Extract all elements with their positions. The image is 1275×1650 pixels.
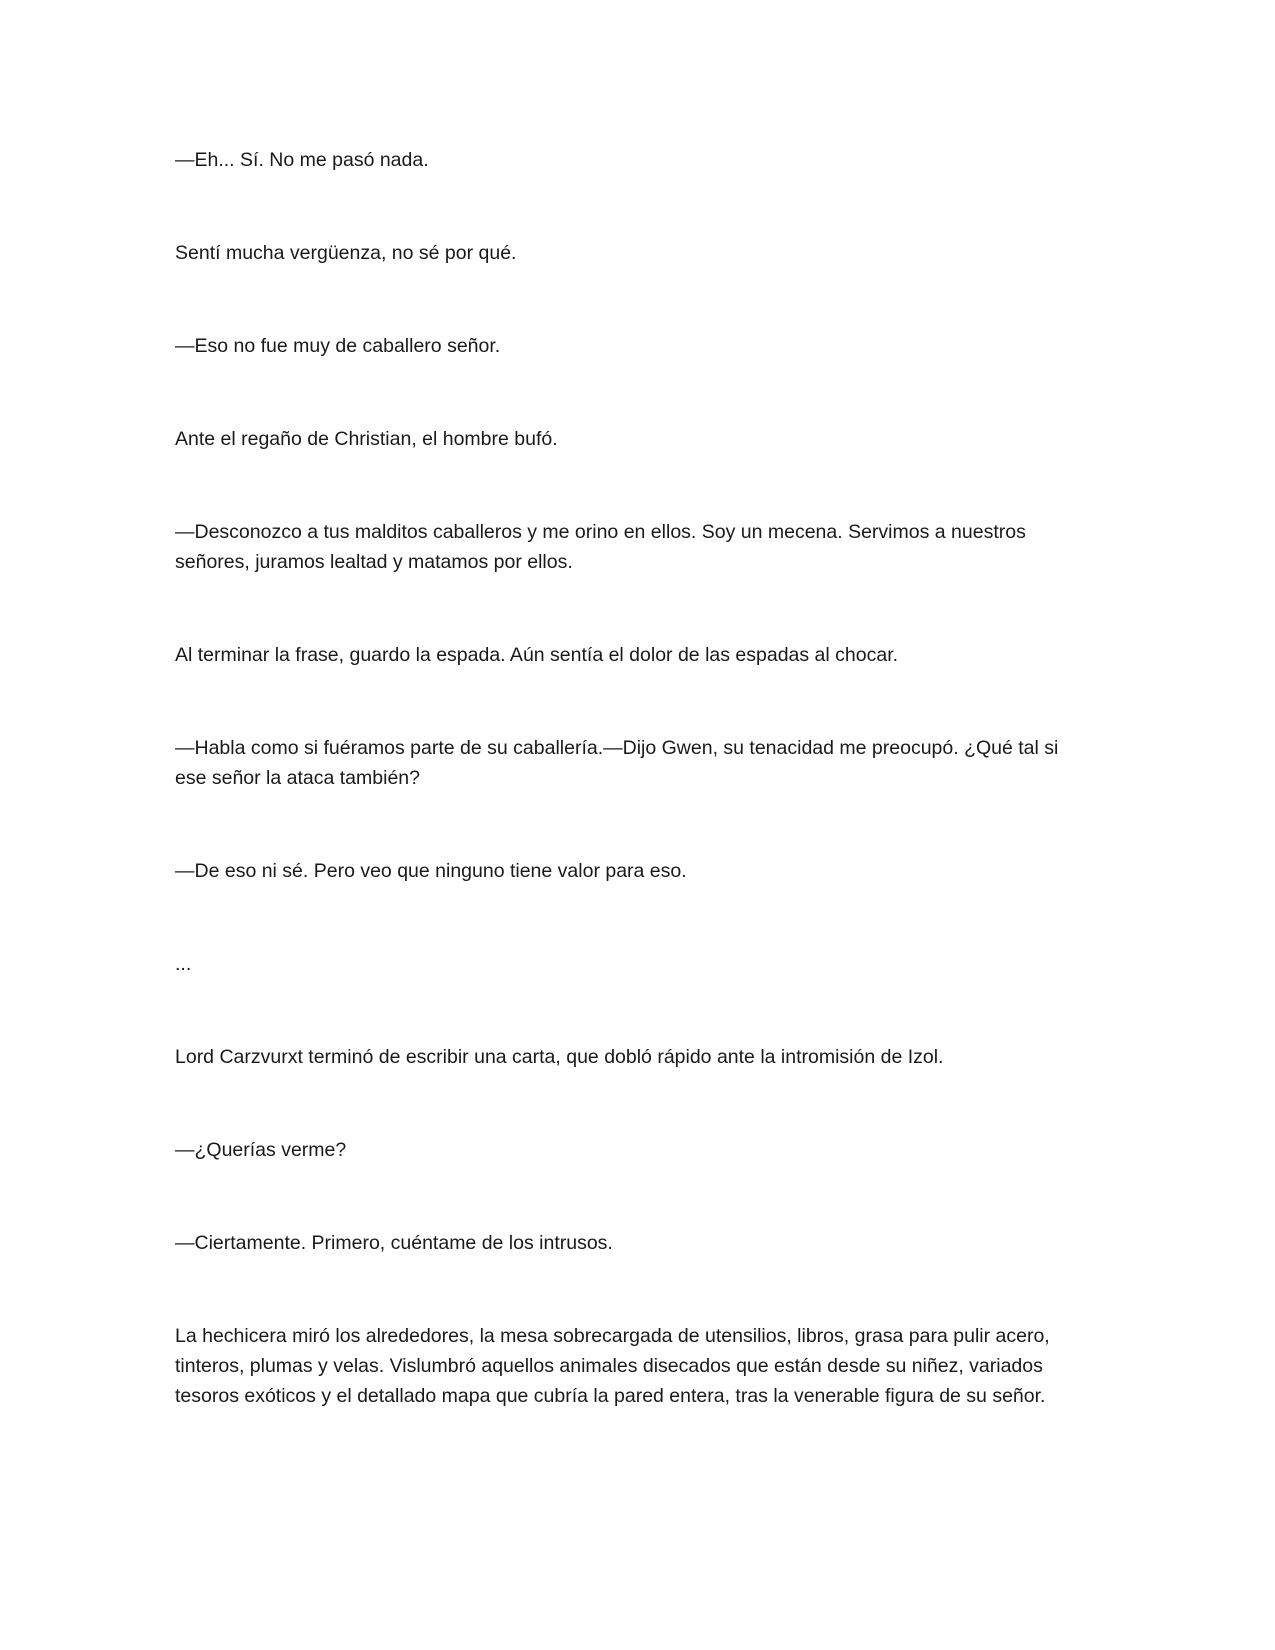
paragraph-9: Lord Carzvurxt terminó de escribir una carta, que dobló rápido ante la intromisión de Izol.	[175, 1046, 944, 1068]
paragraph-5: —Desconozco a tus malditos caballeros y me orino en ellos. Soy un mecena. Servimos a nuestros señores, juramos lealtad y matamos por ellos.	[175, 521, 1026, 573]
paragraph-10: —¿Querías verme?	[175, 1139, 347, 1161]
paragraph-11: —Ciertamente. Primero, cuéntame de los intrusos.	[175, 1232, 613, 1254]
paragraph-6: Al terminar la frase, guardo la espada. Aún sentía el dolor de las espadas al chocar.	[175, 644, 899, 666]
paragraph-12: La hechicera miró los alrededores, la mesa sobrecargada de utensilios, libros, grasa para pulir acero, tinteros, plumas y velas. Vislumbró aquellos animales disecados que están desde su niñez, variados tesoros exóticos y el detallado mapa que cubría la pared entera, tras la venerable figura de su señor.	[175, 1325, 1050, 1407]
scene-break: ...	[175, 953, 192, 975]
paragraph-8: —De eso ni sé. Pero veo que ninguno tiene valor para eso.	[175, 860, 687, 882]
paragraph-3: —Eso no fue muy de caballero señor.	[175, 335, 501, 357]
paragraph-7: —Habla como si fuéramos parte de su caballería.—Dijo Gwen, su tenacidad me preocupó. ¿Qué tal si ese señor la ataca también?	[175, 737, 1059, 789]
paragraph-2: Sentí mucha vergüenza, no sé por qué.	[175, 242, 517, 264]
document-body	[175, 145, 1095, 1411]
paragraph-1: —Eh... Sí. No me pasó nada.	[175, 149, 429, 171]
paragraph-4: Ante el regaño de Christian, el hombre bufó.	[175, 428, 558, 450]
